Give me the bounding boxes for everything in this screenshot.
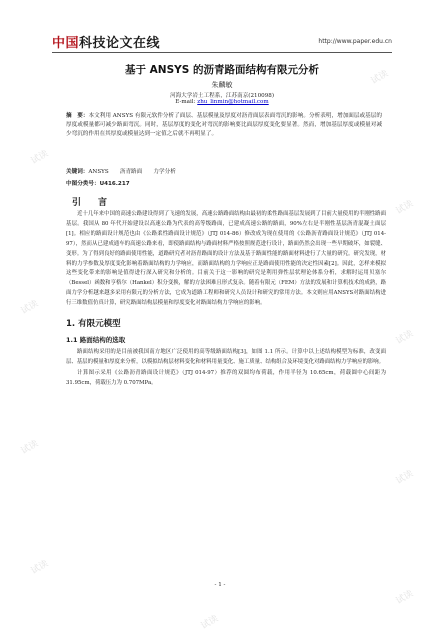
email-label: E-mail: [175, 99, 196, 105]
section-1-1-heading: 1.1 路面结构的选取 [66, 336, 126, 344]
watermark-text: 试读 [394, 468, 416, 487]
keywords-label: 关键词： [66, 169, 89, 175]
watermark-text: 试读 [19, 298, 41, 317]
paper-author: 朱麟敏 [211, 81, 233, 89]
site-url[interactable]: http://www.paper.edu.cn [318, 38, 392, 45]
page-header [52, 30, 392, 53]
watermark-text: 试读 [19, 438, 41, 457]
classno-value: U416.217 [99, 181, 130, 187]
email-link[interactable]: zhu_linmin@hotmail.com [197, 99, 269, 105]
abstract-text: 本文利用 ANSYS 有限元软件分析了面层、基层模量及厚度对沥青面层表面弯沉的影响。分析表明，增加面层或基层的厚度或模量都可减少路面弯沉。同时，基层厚度的变化对弯沉的影响要比面层厚度变化要显著。然而，增加基层厚度或模量对减少弯沉的作用在其厚度或模量达到一定值之后就不再明显了。 [66, 113, 382, 138]
abstract [66, 112, 382, 140]
paper-email-line [52, 99, 392, 105]
watermark-text: 试读 [394, 198, 416, 217]
site-logo[interactable] [52, 32, 160, 51]
intro-heading: 引 言 [72, 198, 112, 208]
intro-paragraph: 近十几年来中国的高速公路建设得到了飞速的发展，高速公路路面结构由最初的柔性路面基层发展到了目前大量使用的半刚性路面基层。我国从 80 年代开始建设以高速公路为代表的高等级路面，已建成高速公路的路面，90%左右是半刚性基层沥青混凝土面层[1]。相应的路面设计规范也由《公路柔性路面设计规范》（JTJ 014-86）修改成为现在使用的《公路沥青路面设计规范》（JTJ 014-97），然而从已建成通车的高速公路来看，即使路面结构与路面材料严格按照规范进行设计，路面仍然会出现一些早期破坏，如裂缝、变形。为了得到良好的路面使用性能，道路研究者对沥青路面的设计方法及基于路面性能的路面材料进行了大量的研究。研究发现，材料的力学参数及厚度变化影响着路面结构的力学响应，而路面结构的力学响应正是路面使用性能的决定性因素[2]。因此，怎样来模拟这些变化带来的影响是值得进行深入研究和分析的。目前关于这一影响的研究是利用弹性层状理论体系分析，求解时运用贝塞尔（Bessel）函数和亨格尔（Hankel）积分变换，解的方法困难且形式复杂。随着有限元（FEM）方法的发展和计算机技术的成熟，路面力学分析越来越多采用有限元的分析方法，它成为道路工程师和研究人员设计和研究的常用方法。本文则应用ANSYS对路面结构进行三维数值仿真计算，研究路面结构层模量和厚度变化对路面结构力学响应的影响。 [66, 211, 386, 307]
classno-label: 中图分类号： [66, 181, 100, 187]
logo-lead: 中国 [52, 36, 80, 51]
logo-rest: 科技论文在线 [79, 36, 161, 51]
watermark-text: 试读 [394, 588, 416, 607]
watermark-text: 试读 [199, 613, 221, 632]
page-number: - 1 - [214, 582, 226, 588]
classification-number [66, 179, 382, 187]
section-1-heading: 1. 有限元模型 [66, 319, 121, 329]
keywords [66, 167, 382, 175]
watermark-text: 试读 [29, 558, 51, 577]
paper-affiliation: 河海大学岩土工程系，江苏南京(210098) [169, 93, 275, 99]
watermark-text: 试读 [29, 148, 51, 167]
load-paragraph: 计算图示采用《公路沥青路面设计规范》（JTJ 014-97）推荐的双圆均布荷载，作用半径为 10.65cm，荷载圆中心间距为 31.95cm，荷载压力为 0.707MPa。 [66, 370, 386, 386]
watermark-text: 试读 [369, 68, 391, 87]
section-1-1-paragraph: 路面结构采用的是目前被我国南方地区广泛使用的高等级路面结构[3]，如图 1.1 所示。计算中以上述结构模型为标准，改变面层、基层的模量和厚度来分析，以模拟结构层材料变化和材料用量变化、施工质量、结构组合及环境变化对路面结构力学响应的影响。 [66, 349, 386, 365]
watermark-text: 试读 [394, 328, 416, 347]
keywords-text: ANSYS 沥青路面 力学分析 [88, 169, 176, 175]
paper-title: 基于 ANSYS 的沥青路面结构有限元分析 [125, 64, 319, 76]
abstract-label: 摘 要： [66, 113, 89, 119]
